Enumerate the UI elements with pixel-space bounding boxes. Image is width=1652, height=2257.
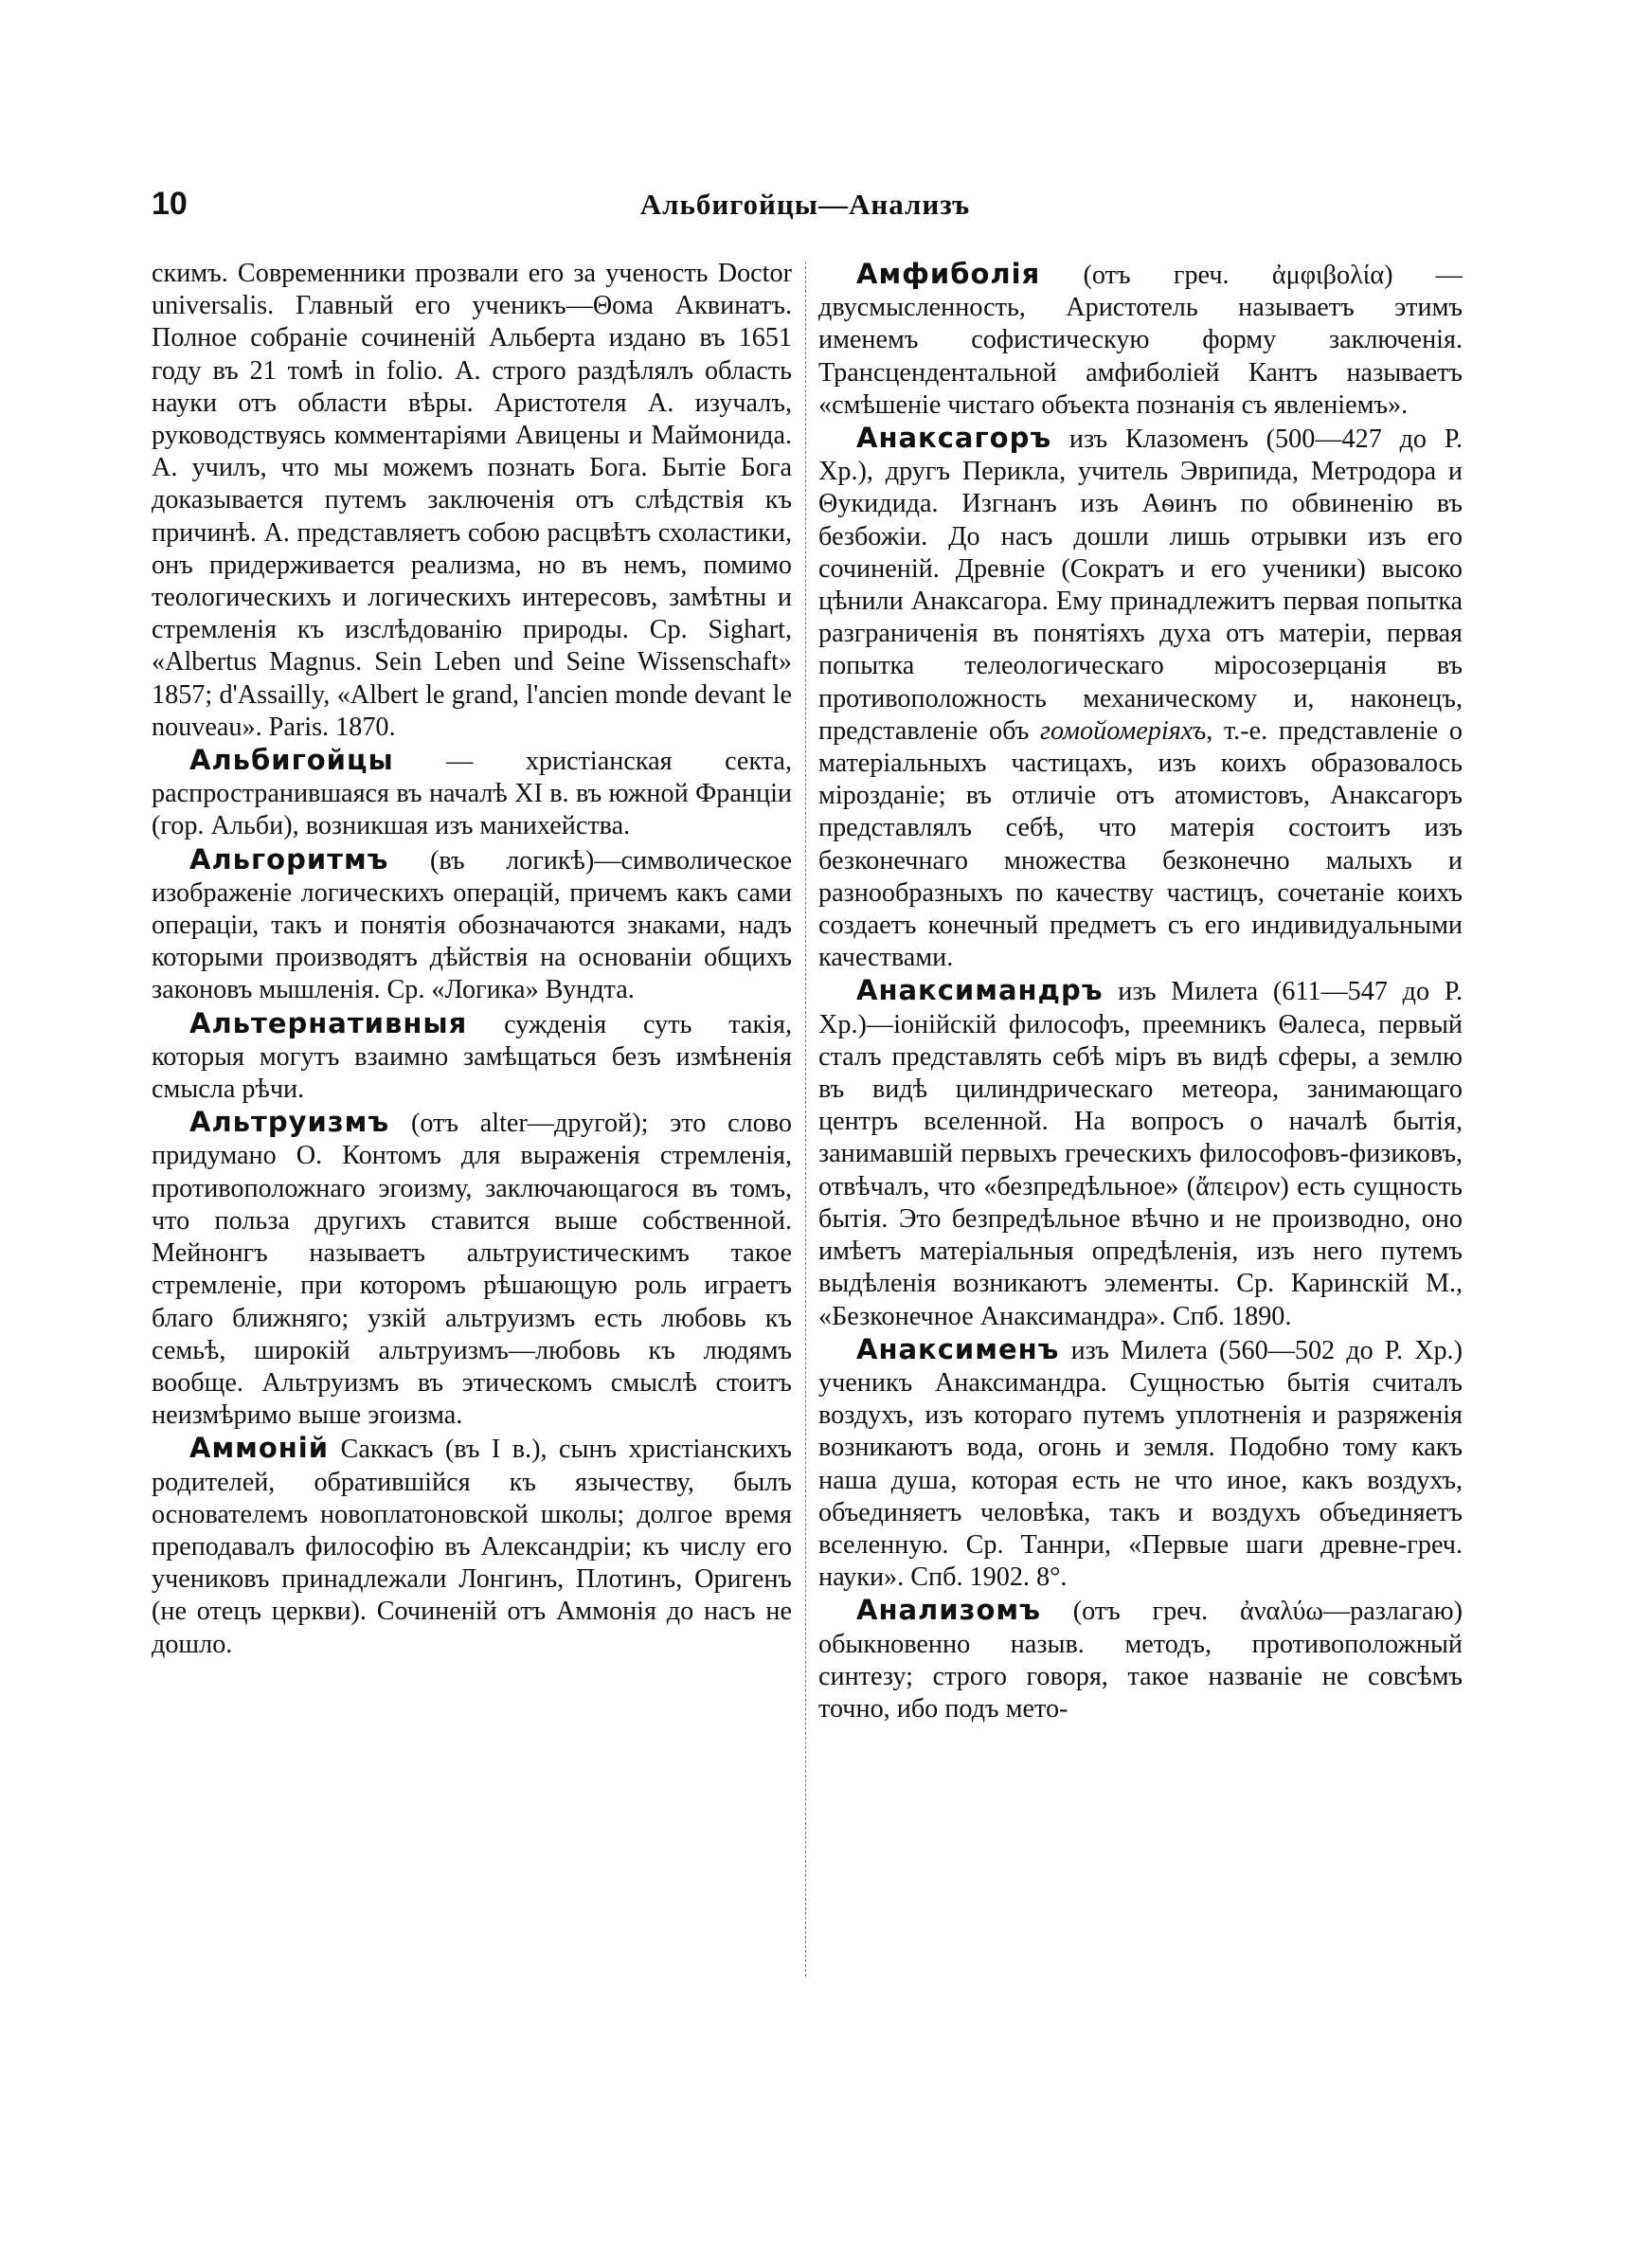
- headword: Альтернативныя: [189, 1006, 468, 1039]
- entry-analizom: [818, 1594, 1463, 1725]
- page-number: 10: [152, 186, 188, 222]
- entry-text-cont: , т.-е. представленіе о матеріальныхъ частицахъ, изъ коихъ образовалось мірозданіе; въ отличіе отъ атомистовъ, Анаксагоръ представлялъ себѣ, что матерія состоитъ изъ безконечнаго множества безконечно малыхъ и разнообразныхъ по качеству частицъ, сочетаніе коихъ создаетъ конечный предметъ съ его индивидуальными качествами.: [818, 715, 1463, 973]
- entry-albigoitsy: [152, 744, 792, 843]
- entry-continuation: [152, 258, 792, 744]
- entry-text: сужденія суть такія, которыя могутъ взаимно замѣщаться безъ измѣненія смысла рѣчи.: [152, 1009, 792, 1105]
- headword: Аммоній: [189, 1432, 330, 1465]
- entry-text: изъ Милета (611—547 до Р. Хр.)—іонійскій философъ, преемникъ Θалеса, первый сталъ представлять себѣ міръ въ видѣ сферы, а землю въ видѣ цилиндрическаго метеора, занимающаго центръ вселенной. На вопросъ о началѣ бытія, занимавшій первыхъ греческихъ философовъ-физиковъ, отвѣчалъ, что «безпредѣльное» (ἄπειρον) есть сущность бытія. Это безпредѣльное вѣчно и не производно, оно имѣетъ матеріальныя опредѣленія, изъ него путемъ выдѣленія возникаютъ элементы. Ср. Каринскій М., «Безконечное Анаксимандра». Спб. 1890.: [818, 977, 1463, 1331]
- entry-text: (въ логикѣ)—символическое изображеніе логическихъ операцій, причемъ какъ сами операціи, такъ и понятія обозначаются знаками, надъ которыми производятъ дѣйствія на основаніи общихъ законовъ мышленія. Ср. «Логика» Вундта.: [152, 845, 792, 1005]
- entry-ammoniy: [152, 1432, 792, 1660]
- entry-text: (отъ alter—другой); это слово придумано О. Контомъ для выраженія стремленія, противоположнаго эгоизму, заключающагося въ томъ, что польза другихъ ставится выше собственной. Мейнонгъ называетъ альтруистическимъ такое стремленіе, при которомъ рѣшающую роль играетъ благо ближняго; узкій альтруизмъ есть любовь къ семьѣ, широкій альтруизмъ—любовь къ людямъ вообще. Альтруизмъ въ этическомъ смыслѣ стоитъ неизмѣримо выше эгоизма.: [152, 1109, 792, 1431]
- entry-altruizm: [152, 1106, 792, 1432]
- entry-text: — христіанская секта, распространившаяся въ началѣ XI в. въ южной Франціи (гор. Альби), возникшая изъ манихейства.: [152, 747, 792, 841]
- headword: Анаксагоръ: [856, 422, 1052, 455]
- entry-anaksimen: [818, 1333, 1463, 1595]
- entry-algoritm: [152, 843, 792, 1007]
- running-head: Альбигойцы—Анализъ: [639, 188, 971, 221]
- italic-term: гомойомеріяхъ: [1040, 715, 1207, 746]
- entry-text: изъ Клазоменъ (500—427 до Р. Хр.), другъ Перикла, учитель Эврипида, Метродора и Θукидида. Изгнанъ изъ Аѳинъ по обвиненію въ безбожіи. До насъ дошли лишь отрывки изъ его сочиненій. Древніе (Сократъ и его ученики) высоко цѣнили Анаксагора. Ему принадлежитъ первая попытка разграниченія въ понятіяхъ духа отъ матеріи, первая попытка телеологическаго міросозерцанія въ противоположность механическому и, наконецъ, представленіе объ: [818, 424, 1463, 746]
- column-divider: [805, 262, 806, 1977]
- headword: Анаксимандръ: [856, 974, 1104, 1007]
- entry-text: изъ Милета (560—502 до Р. Хр.) ученикъ Анаксимандра. Сущностью бытія считалъ воздухъ, изъ котораго путемъ уплотненія и разряженія возникаютъ вода, огонь и земля. Подобно тому какъ наша душа, которая есть не что иное, какъ воздухъ, объединяетъ человѣка, такъ и воздухъ объединяетъ вселенную. Ср. Таннри, «Первые шаги древне-греч. науки». Спб. 1902. 8°.: [818, 1335, 1463, 1593]
- left-column: [152, 258, 792, 1661]
- entry-amfiboliya: [818, 258, 1463, 422]
- headword: Анаксименъ: [856, 1332, 1060, 1365]
- right-column: [818, 258, 1463, 1725]
- headword: Альтруизмъ: [189, 1106, 390, 1139]
- entry-anaksimandr: [818, 974, 1463, 1332]
- entry-text: Саккасъ (въ I в.), сынъ христіанскихъ родителей, обратившійся къ язычеству, былъ основателемъ новоплатоновской школы; долгое время преподавалъ философію въ Александріи; къ числу его учениковъ принадлежали Лонгинъ, Плотинъ, Оригенъ (не отецъ церкви). Сочиненій отъ Аммонія до насъ не дошло.: [152, 1435, 792, 1659]
- entry-anaksagor: [818, 422, 1463, 974]
- page-header: [152, 186, 1459, 235]
- headword: Амфиболія: [856, 258, 1041, 290]
- entry-text: скимъ. Современники прозвали его за ученость Doctor universalis. Главный его ученикъ—Θома Аквинатъ. Полное собраніе сочиненій Альберта издано въ 1651 году въ 21 томѣ in folio. А. строго раздѣлялъ область науки отъ области вѣры. Аристотеля А. изучалъ, руководствуясь комментаріями Авицены и Маймонида. А. училъ, что мы можемъ познать Бога. Бытіе Бога доказывается путемъ заключенія отъ слѣдствія къ причинѣ. А. представляетъ собою расцвѣтъ схоластики, онъ придерживается реализма, но въ немъ, помимо теологическихъ и логическихъ интересовъ, замѣтны и стремленія къ изслѣдованію природы. Ср. Sighart, «Albertus Magnus. Sein Leben und Seine Wissenschaft» 1857; d'Assailly, «Albert le grand, l'ancien monde devant le nouveau». Paris. 1870.: [152, 259, 792, 742]
- headword: Альгоритмъ: [189, 842, 389, 876]
- headword: Альбигойцы: [189, 744, 394, 777]
- headword: Анализомъ: [856, 1594, 1041, 1627]
- entry-text: (отъ греч. ἀναλύω—разлагаю) обыкновенно назыв. методъ, противоположный синтезу; строго говоря, такое названіе не совсѣмъ точно, ибо подъ мето-: [818, 1597, 1463, 1724]
- entry-text: (отъ греч. ἀμφιβολία) — двусмысленность, Аристотель называетъ этимъ именемъ софистическую форму заключенія. Трансцендентальной амфиболіей Кантъ называетъ «смѣшеніе чистаго объекта познанія съ явленіемъ».: [818, 261, 1463, 420]
- entry-alternativnye: [152, 1007, 792, 1107]
